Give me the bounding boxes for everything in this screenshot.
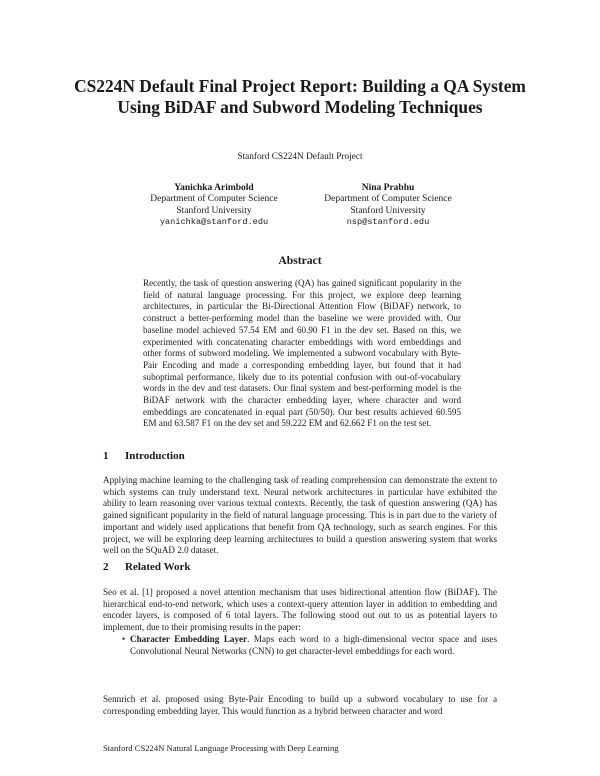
bullet-term: Character Embedding Layer (130, 634, 248, 644)
author-email: nsp@stanford.edu (346, 217, 430, 228)
author-email: yanichka@stanford.edu (159, 217, 269, 228)
section-heading-introduction (103, 450, 185, 462)
author-university: Stanford University (176, 205, 252, 216)
related-work-paragraph-2: Sennrich et al. proposed using Byte-Pair Encoding to build up a subword vocabulary to use for a corresponding embedding layer. This would function as a hybrid between character and word (103, 694, 497, 716)
author-department: Department of Computer Science (150, 194, 278, 205)
introduction-paragraph: Applying machine learning to the challenging task of reading comprehension can demonstrate the extent to which systems can truly understand text. Neural network architectures in particular have exhibited the ability to learn reasoning over various textual contexts. Recently, the task of question answering (QA) has gained significant popularity in the field of natural language processing. This is in part due to the variety of important and widely used applications that benefit from QA technology, such as search engines. For this project, we will be exploring deep learning architectures to build a question answering system that works well on the SQuAD 2.0 dataset. (103, 475, 497, 556)
section-number: 1 (103, 450, 109, 462)
author-block-2 (288, 183, 488, 229)
page-footer: Stanford CS224N Natural Language Processing with Deep Learning (103, 743, 339, 753)
author-university: Stanford University (350, 205, 426, 216)
paper-title: CS224N Default Final Project Report: Building a QA System Using BiDAF and Subword Modeling Techniques (74, 76, 526, 117)
bullet-item (130, 634, 497, 657)
abstract-heading: Abstract (278, 254, 322, 267)
author-department: Department of Computer Science (324, 194, 452, 205)
related-work-paragraph: Seo et al. [1] proposed a novel attention mechanism that uses bidirectional attention flow (BiDAF). The hierarchical end-to-end network, which uses a context-query attention layer in addition to embedding and encoder layers, is composed of 6 total layers. The following stood out out to us as potential layers to implement, due to their promising results in the paper: (103, 587, 497, 633)
author-name: Yanichka Arimbold (174, 183, 254, 193)
paper-subtitle: Stanford CS224N Default Project (237, 152, 363, 162)
abstract-text: Recently, the task of question answering (QA) has gained significant popularity in the field of natural language processing. For this project, we explore deep learning architectures, in particular the Bi-Directional Attention Flow (BiDAF) network, to construct a better-performing model than the baseline we were provided with. Our baseline model achieved 57.54 EM and 60.90 F1 in the dev set. Based on this, we experimented with concatenating character embeddings with word embeddings and other forms of subword modeling. We implemented a subword vocabulary with Byte-Pair Encoding and made a corresponding embedding layer, but found that it had suboptimal performance, likely due to its potential confusion with out-of-vocabulary words in the dev and test datasets. Our final system and best-performing model is the BiDAF network with the character embedding layer, where character and word embeddings are concatenated in equal part (50/50). Our best results achieved 60.595 EM and 63.587 F1 on the dev set and 59.222 EM and 62.662 F1 on the test set. (143, 278, 461, 429)
section-heading-related-work (103, 561, 191, 573)
bullet-icon: • (122, 634, 126, 644)
section-number: 2 (103, 561, 109, 573)
author-name: Nina Prabhu (361, 183, 415, 193)
author-block-1 (114, 183, 314, 229)
bullet-text: . Maps each word to a high-dimensional vector space and uses Convolutional Neural Networks (CNN) to get character-level embeddings for each word. (130, 634, 497, 656)
section-title: Introduction (125, 450, 185, 462)
section-title: Related Work (125, 561, 191, 573)
